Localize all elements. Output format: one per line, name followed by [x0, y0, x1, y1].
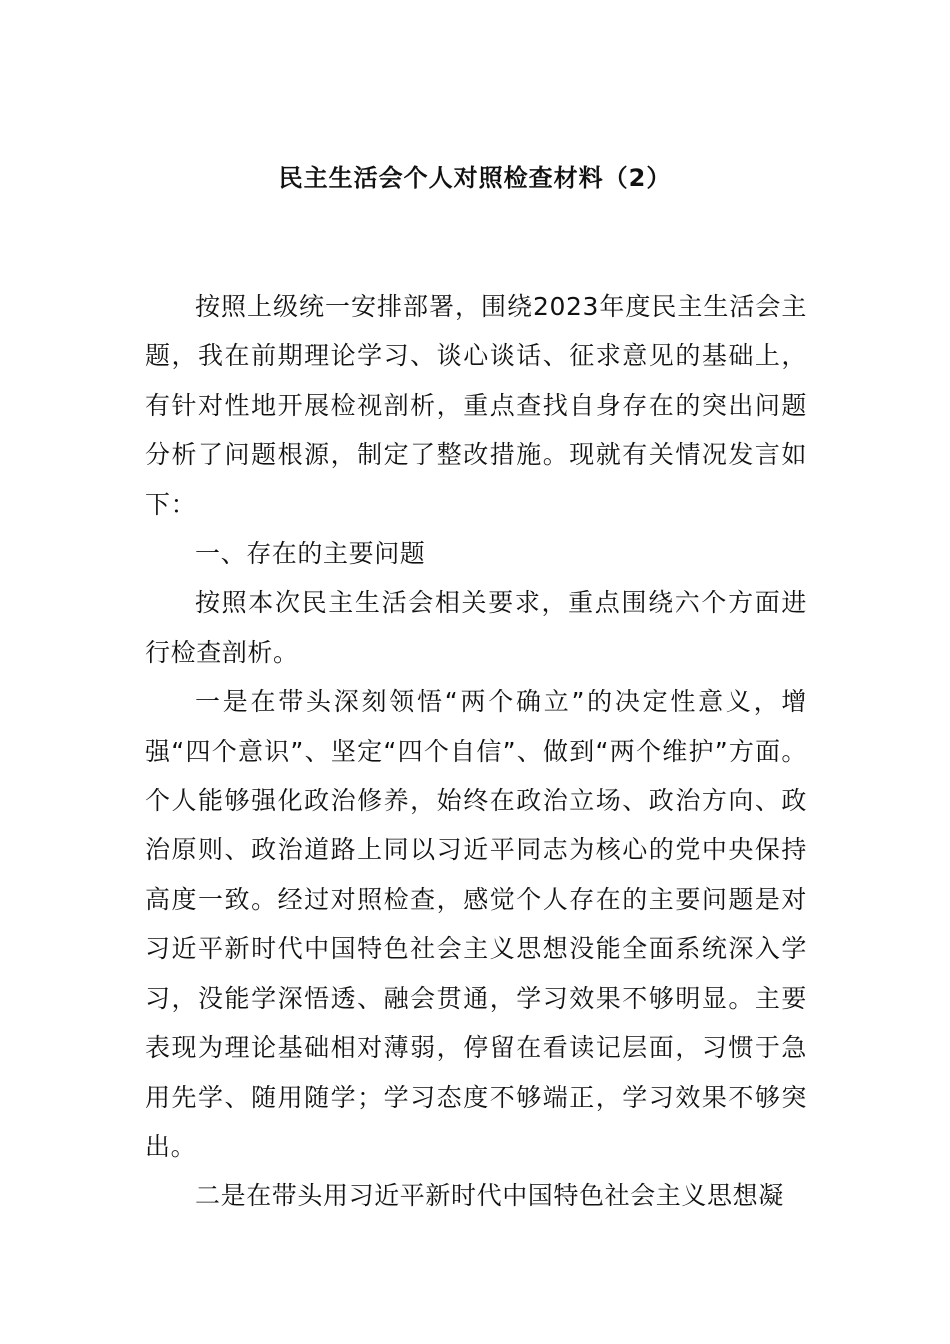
section-heading-main-problems: 一、存在的主要问题: [195, 539, 426, 569]
document-body: [145, 282, 807, 1221]
paragraph-point-two: 二是在带头用习近平新时代中国特色社会主义思想凝: [195, 1181, 784, 1211]
document-title: 民主生活会个人对照检查材料（2）: [278, 164, 672, 192]
paragraph-intro: 按照上级统一安排部署，围绕2023年度民主生活会主题，我在前期理论学习、谈心谈话、征求意见的基础上，有针对性地开展检视剖析，重点查找自身存在的突出问题分析了问题根源，制定了整改措施。现就有关情况发言如下：: [145, 292, 807, 519]
paragraph-point-one: 一是在带头深刻领悟“两个确立”的决定性意义，增强“四个意识”、坚定“四个自信”、做到“两个维护”方面。个人能够强化政治修养，始终在政治立场、政治方向、政治原则、政治道路上同以习近平同志为核心的党中央保持高度一致。经过对照检查，感觉个人存在的主要问题是对习近平新时代中国特色社会主义思想没能全面系统深入学习，没能学深悟透、融会贯通，学习效果不够明显。主要表现为理论基础相对薄弱，停留在看读记层面，习惯于急用先学、随用随学；学习态度不够端正，学习效果不够突出。: [145, 687, 807, 1161]
paragraph-review-scope: 按照本次民主生活会相关要求，重点围绕六个方面进行检查剖析。: [145, 588, 807, 667]
